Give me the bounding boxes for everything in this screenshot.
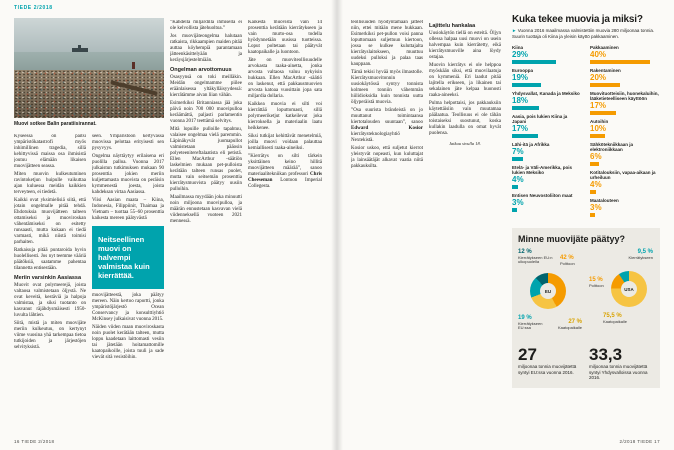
bar-chart-columns <box>512 45 660 221</box>
plastics-infographic <box>512 14 660 438</box>
donut-label-value: 9,5 % <box>637 249 653 255</box>
bar <box>590 83 620 87</box>
paragraph: Mitä lopuille pulloille tapahtuu, valaisee ongelmaa vielä paremmin. Läpinäkyvät juomapullot valmistetaan pääosin polyeteenitereftalaatista eli petistä. Ellen MacArthur -säätiön laskelmien mukaan pet-pulloista kerätään talteen runsas puolet, mutta vain seitsemän prosenttia kierrätysmuovista päätyy uusiin pulloihin. <box>170 127 242 192</box>
donut-label-text: Kaatopaikalle <box>557 324 582 330</box>
pull-quote: Neitseellinen muovi on halvempi valmistaa kuin kierrättää. <box>92 226 164 289</box>
donut-label-value: 75,5 % <box>603 313 622 319</box>
paragraph: Ratkaisuja pitää puntaroida hyvin huolellisesti. Jos nyt teemme vääriä päätöksiä, saatamme pahentaa tilannetta entisestään. <box>14 248 86 271</box>
beach-trash-photo <box>14 18 164 118</box>
paragraph: Näiden viiden maan muoviroskasta noin puolet kerätään talteen, mutta loppu kaadetaan laittomasti vesiin tai jätetään hoitamattomille kaatopaikoille, joista tuuli ja sade vievät sitä vesistöihin. <box>92 325 164 360</box>
bar <box>590 111 616 115</box>
eu-total-text: miljoonaa tonnia muovijätettä syntyi EU:ssa vuonna 2016. <box>518 364 577 375</box>
article-column-6 <box>429 20 501 432</box>
photo-person <box>132 62 135 69</box>
donut-label <box>621 249 653 260</box>
paragraph: Viisi Aasian maata – Kiina, Indonesia, Filippiinit, Thaimaa ja Vietnam – tuottaa 55–60 prosenttia kaikesta mereen päätyvästä <box>92 198 164 221</box>
bar-item <box>512 142 582 161</box>
bar-item <box>590 91 660 115</box>
bar-value: 3% <box>512 198 524 207</box>
bar-label: Entisen Neuvostoliiton maat <box>512 193 573 198</box>
bar-item <box>590 45 660 64</box>
bar-value: 19% <box>512 73 529 82</box>
article-column-1 <box>14 134 86 432</box>
bar-value: 18% <box>512 96 529 105</box>
donut-label-text: Polttoon <box>560 260 575 266</box>
bar <box>590 60 650 64</box>
paragraph: muovijätteestä, joka päätyy mereen. Näin kertoo raportti, jonka ympäristöjärjestö Ocean Conservancy ja konsulttiyhtiö McKinsey julkaisivat vuonna 2015. <box>92 293 164 322</box>
bar-label: Kotitalouksiin, vapaa-aikaan ja urheiluun <box>590 170 656 180</box>
bar-value: 20% <box>590 73 607 82</box>
paragraph: Tämä tekisi hyvää myös ilmastolle. Kierrätysmuovitonnin uusiokäytössä syntyy tonnista kolmeen tonniin vähemmän hiilidioksidia kuin tonnista uutta öljyperäistä muovia. <box>351 70 423 105</box>
bar-value: 3% <box>590 203 602 212</box>
paragraph: Kaikesta muovista vain 14 prosenttia kerätään kierrätykseen ja vain murto-osa todella hyödynnetään uusissa tuotteissa. Loput poltetaan tai päätyvät kaatopaikalle ja luontoon. <box>248 20 322 55</box>
eu-donut-center-label: EU <box>540 283 556 299</box>
paragraph: Kaikki ovat yksimielisiä siitä, että jotain ongelmalle pitää tehdä. Ehdotuksia muovijätteen talteen ottamiseksi ja muoviroskan vähentämiseksi on esitetty runsaasti, mutta kukaan ei tiedä varmasti, mikä niistä toimisi parhaiten. <box>14 198 86 245</box>
bar <box>512 134 538 138</box>
paragraph: Pulma helpottaisi, jos pakkauksiin käytettäisiin vain muutamaa päälaatua. Teollisuus ei ole tähän toistaiseksi suostunut, koska kullakin laadulla on omat hyvät puolensa. <box>429 101 501 136</box>
bar-value: 4% <box>590 180 602 189</box>
bar-value: 7% <box>512 147 524 156</box>
paragraph: Kaikkea muovia ei silti voi kierrättää loputtomasti, sillä polymeeriketjut katkeilevat joka kierroksella ja materiaalin laatu heikkenee. <box>248 102 322 131</box>
bar-label: Rakentaminen <box>590 68 621 73</box>
donut-label <box>603 313 643 324</box>
bar <box>590 190 596 194</box>
quote-text: ”Kierrätys on silti tärkein yksittäinen keino hillitä muovijätteen määrää”, sanoo materiaalitekniikan professori <box>248 154 322 177</box>
us-donut-center-label: USA <box>621 281 637 297</box>
bar-value: 29% <box>512 50 529 59</box>
donut-label <box>560 255 582 266</box>
bar-item <box>512 165 582 189</box>
bar-value: 10% <box>590 124 607 133</box>
subheading: Meriin varsinkin Aasiassa <box>14 275 82 281</box>
bar-item <box>590 119 660 138</box>
bar-item <box>590 142 660 166</box>
quote-text: kierrätysteknologiayhtiö Nextekistä. <box>351 132 400 143</box>
paragraph: Muovin kierrätys ei ole helppoa myöskään siksi, että muovilaatuja on kymmeniä. Eri laadut pitää lajitella erikseen, ja likainen tai sekalainen jäte kelpaa huonosti raaka-aineeksi. <box>429 63 501 98</box>
donut-label-text: Polttoon <box>589 282 604 288</box>
person-name: Chris Cheeseman <box>248 172 322 183</box>
paragraph: seen. Ympäristöön kertyvässä muovissa pelottaa erityisesti sen pysyvyys. <box>92 134 164 151</box>
arrow-icon: ► <box>512 28 517 33</box>
subheading: Lajittelu hankalaa <box>429 23 476 29</box>
bar-item <box>590 198 660 217</box>
quote-text: ”Osa suurista brändeistä on jo muuttanut toimintaansa kiertotalouden suuntaan”, sanoo <box>351 108 423 125</box>
article-column-5 <box>351 20 423 432</box>
magazine-header: TIEDE 2/2018 <box>14 5 53 11</box>
bar-item <box>512 91 582 110</box>
photo-littered-beach <box>14 70 164 118</box>
eu-donut-chart <box>530 273 566 309</box>
article-column-4 <box>248 20 322 432</box>
donut-label-text: Kierrätykseen EU:n ulkopuolella <box>518 254 553 265</box>
paragraph <box>248 154 322 190</box>
intro-text: Vuonna 2016 maailmassa valmistettiin muovia 280 miljoonaa tonnia. Suurin tuottaja oli Kiina ja yleisin käyttö pakkaaminen. <box>512 28 655 39</box>
infographic-title: Kuka tekee muovia ja miksi? <box>512 14 643 25</box>
bar <box>512 157 523 161</box>
photo-caption: Muovi sotkee Balin paratiisirannat. <box>14 121 97 127</box>
quote-paragraph: ”Kahdella miljardilla ihmisellä ei ole kelvollista jätehuoltoa.” <box>170 20 242 31</box>
eu-donut-block <box>518 249 583 343</box>
bar <box>512 60 556 64</box>
bar-label: Maatalouteen <box>590 198 619 203</box>
bar-label: Autoihin <box>590 119 609 124</box>
usage-bar-list <box>590 45 660 221</box>
waste-destination-panel <box>512 228 660 388</box>
bar <box>512 185 518 189</box>
paragraph: Esimerkiksi Britanniassa jää joka päivä noin 700 000 muovipulloa keräämättä, paljasti parlamentin vuonna 2017 teettämä selvitys. <box>170 101 242 124</box>
us-total-text: miljoonaa tonnia muovijätettä syntyi Yhdysvalloissa vuonna 2016. <box>589 364 648 380</box>
paragraph: Uusiokäytön tiellä on esteitä. Öljyn ollessa halpaa uusi muovi on usein halvempaa kuin kierrätetty, eikä kierrätysmuoville aina löydy ostajaa. <box>429 31 501 60</box>
bar-label: Yhdysvallat, Kanada ja Meksiko <box>512 91 580 96</box>
bar-label: Lähi-itä ja Afrikka <box>512 142 550 147</box>
bar-label: Eurooppa <box>512 68 533 73</box>
bar-label: Kiina <box>512 45 524 50</box>
paragraph: Osasyynsä on toki meilläkin. Meidän ongelmamme piilee eräänlaisessa yltäkylläisyydessä: kierrätämme aivan liian vähän. <box>170 75 242 98</box>
bar <box>512 208 517 212</box>
eu-total-number: 27 <box>518 345 537 364</box>
bar-label: Muovituotteisiin, huonekaluihin, lääketieteelliseen käyttöön <box>590 91 659 101</box>
bar <box>512 83 541 87</box>
bar-label: Etelä- ja Väli-Amerikka, pois lukien Meksiko <box>512 165 573 175</box>
bar-item <box>512 193 582 212</box>
bar-value: 40% <box>590 50 607 59</box>
bar-value: 6% <box>590 152 602 161</box>
page-gutter <box>331 0 343 450</box>
photo-ship <box>72 48 88 52</box>
paragraph: Maailmassa myydään joka minuutti noin miljoona muovipulloa, ja määrän ennustetaan kasvavan vielä viidenneksellä vuoteen 2021 mennessä. <box>170 195 242 224</box>
bar-item <box>512 114 582 138</box>
paragraph: Muovit ovat polymeerejä, joista valtaosa valmistetaan öljystä. Ne ovat keveitä, kestäviä ja halpoja valmistaa, ja siksi tuotanto on kasvanut räjähdysmäisesti 1950-luvulta lähtien. <box>14 283 86 318</box>
bar-value: 17% <box>512 124 529 133</box>
paragraph: Siitä, mistä ja miten muovijäte meriin kulkeutuu, on kertynyt viime vuosina yhä tarkempaa tietoa tutkijoiden ja järjestöjen selvityksistä. <box>14 321 86 350</box>
bar <box>590 134 605 138</box>
bar <box>590 213 595 217</box>
bar <box>590 162 599 166</box>
paragraph: Ongelma näyttäytyy erilaisena eri puolilla palloa. Vuonna 2017 julkaistun tutkimuksen mukaan 90 prosenttia jokien meriin kuljettamasta muovista on peräisin kymmenestä joesta, joista kahdeksan virtaa Aasiassa. <box>92 154 164 195</box>
bar-item <box>590 170 660 194</box>
donut-label-text: Kaatopaikalle <box>603 318 628 324</box>
donut-label <box>518 315 548 331</box>
waste-totals <box>518 346 654 381</box>
bar-value: 17% <box>590 101 607 110</box>
donut-label <box>589 277 609 288</box>
continuation-note: Jatkuu sivulla 18. <box>449 141 481 146</box>
donut-label-value: 19 % <box>518 315 532 321</box>
donut-label <box>518 249 554 265</box>
production-bar-list <box>512 45 582 221</box>
page-number-right: 2/2018 TIEDE 17 <box>619 439 660 444</box>
paragraph: Miten muovin kulkeutuminen ravintoketjun huipulle vaikuttaa ajan kuluessa meidän kaikkien terveyteen, ei tiedetä. <box>14 172 86 195</box>
donut-label-value: 42 % <box>560 255 574 261</box>
subheading: Ongelman arvottomuus <box>170 67 232 73</box>
donut-label-text: Kierrätykseen EU:ssa <box>518 320 543 331</box>
paragraph <box>351 108 423 144</box>
waste-panel-title: Minne muovijäte päätyy? <box>518 234 626 244</box>
bar-value: 4% <box>512 175 524 184</box>
donut-label-value: 15 % <box>589 277 603 283</box>
infographic-intro <box>512 28 660 39</box>
donut-label-value: 27 % <box>568 319 582 325</box>
bar-item <box>512 45 582 64</box>
paragraph: Kyseessä on paitsi ympäristökatastrofi myös inhimillinen tragedia, sillä kehittyvissä maissa osa ihmisistä joutuu elämään likaisen muovijätteen seassa. <box>14 134 86 169</box>
bar <box>512 106 539 110</box>
us-total-number: 33,3 <box>589 345 623 364</box>
us-donut-block <box>589 249 654 343</box>
us-donut-chart <box>611 271 647 307</box>
article-column-3 <box>170 20 242 432</box>
us-total <box>589 346 654 381</box>
bar-label: Pakkaaminen <box>590 45 619 50</box>
photo-sky <box>14 18 164 52</box>
eu-total <box>518 346 583 381</box>
paragraph: Siksi tutkijat kehittävät menetelmiä, joilla muovi voidaan palauttaa kemiallisesti raaka-aineiksi. <box>248 134 322 151</box>
bar-item <box>590 68 660 87</box>
bar-label: Sähkötekniikkaan ja elektroniikkaan <box>590 142 634 152</box>
bar-item <box>512 68 582 87</box>
paragraph: Jos muovijäteongelma halutaan ratkaista, rikkaampien maiden pitää auttaa köyhempiä parantamaan jätteenkäsittelyään ja keräysjärjestelmiään. <box>170 34 242 63</box>
paragraph: Jäte on muoviteollisuudelle arvokasta raaka-ainetta, jonka arvosta valtaosa valuu nykyisin hukkaan. Ellen MacArthur -säätiö on laskenut, että pakkausmuovien arvosta katoaa vuosittain jopa sata miljardia dollaria. <box>248 58 322 99</box>
person-name: Edward Kosior <box>351 126 423 131</box>
page-number-left: 16 TIEDE 2/2018 <box>14 439 55 444</box>
paragraph: Kosior uskoo, että suljetut kierrot yleistyvät nopeasti, kun kuluttajat ja lainsäätäjät alkavat vaatia niitä pakkauksilta. <box>351 146 423 169</box>
quote-text: Lontoon Imperial Collegesta. <box>248 178 322 189</box>
article-column-2 <box>92 134 164 432</box>
paragraph: teollisuuden hyödyntämään jätteet niin, ettei mitään mene hukkaan. Esimerkiksi pet-pullon voisi panna loputtomaan suljettuun kiertoon, jossa se kulkee kuluttajalta kierrätyslaitokseen, muuttuu uudeksi pulloksi ja palaa taas kauppaan. <box>351 20 423 67</box>
photo-sea <box>14 52 164 72</box>
donut-label <box>552 319 582 330</box>
donut-label-value: 12 % <box>518 249 532 255</box>
donut-label-text: Kierrätykseen <box>628 254 653 260</box>
donut-charts <box>518 249 654 343</box>
bar-label: Aasia, pois lukien Kiina ja Japani <box>512 114 568 124</box>
